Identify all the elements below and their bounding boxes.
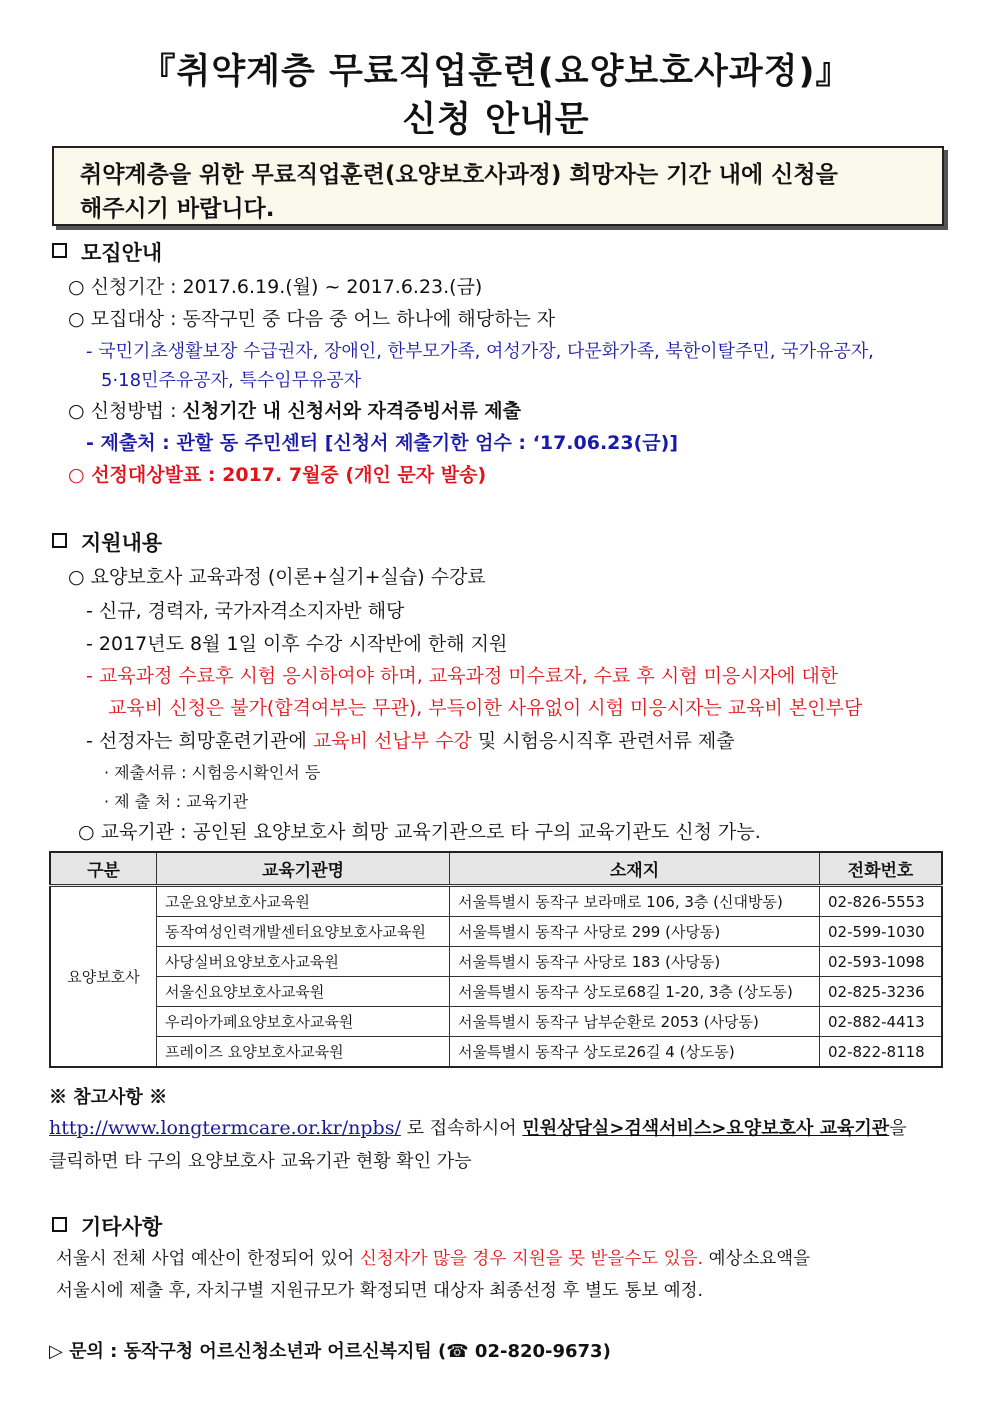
recruit-target: ○ 모집대상 : 동작구민 중 다음 중 어느 하나에 해당하는 자 xyxy=(68,308,556,330)
institution-name: 서울신요양보호사교육원 xyxy=(157,977,450,1007)
institution-name: 고운요양보호사교육원 xyxy=(157,886,450,917)
institution-address: 서울특별시 동작구 사당로 299 (사당동) xyxy=(450,917,820,947)
etc-heading: 기타사항 xyxy=(52,1211,162,1241)
institution-phone: 02-599-1030 xyxy=(820,917,943,947)
support-sub-4: - 선정자는 희망훈련기관에 교육비 선납부 수강 및 시험응시직후 관련서류 제출 xyxy=(86,730,735,752)
institution-name: 동작여성인력개발센터요양보호사교육원 xyxy=(157,917,450,947)
institution-address: 서울특별시 동작구 상도로68길 1-20, 3층 (상도동) xyxy=(450,977,820,1007)
table-header-row xyxy=(50,852,942,886)
table-row xyxy=(50,917,942,947)
page-title: 『취약계층 무료직업훈련(요양보호사과정)』 xyxy=(140,52,852,92)
support-sub-2: - 2017년도 8월 1일 이후 수강 시작반에 한해 지원 xyxy=(86,633,508,655)
recruit-method: ○ 신청방법 : 신청기간 내 신청서와 자격증빙서류 제출 xyxy=(68,400,521,422)
support-institution: ○ 교육기관 : 공인된 요양보호사 희망 교육기관으로 타 구의 교육기관도 신청 가능. xyxy=(78,821,761,843)
recruit-target-detail-2: 5·18민주유공자, 특수임무유공자 xyxy=(101,370,362,391)
table-row xyxy=(50,977,942,1007)
col-header-address: 소재지 xyxy=(450,852,820,886)
institution-phone: 02-882-4413 xyxy=(820,1007,943,1037)
institution-address: 서울특별시 동작구 사당로 183 (사당동) xyxy=(450,947,820,977)
recruit-target-detail-1: - 국민기초생활보장 수급권자, 장애인, 한부모가족, 여성가장, 다문화가족, 북한이탈주민, 국가유공자, xyxy=(86,341,874,362)
institution-address: 서울특별시 동작구 상도로26길 4 (상도동) xyxy=(450,1037,820,1068)
longtermcare-link[interactable]: http://www.longtermcare.or.kr/npbs/ xyxy=(49,1117,401,1139)
table-row xyxy=(50,1037,942,1068)
square-bullet-icon xyxy=(52,533,67,548)
recruit-heading: 모집안내 xyxy=(52,237,162,267)
reference-heading: ※ 참고사항 ※ xyxy=(49,1087,168,1108)
institution-address: 서울특별시 동작구 남부순환로 2053 (사당동) xyxy=(450,1007,820,1037)
institution-table xyxy=(49,851,943,1068)
reference-line-1: http://www.longtermcare.or.kr/npbs/ 로 접속하시어 민원상담실>검색서비스>요양보호사 교육기관을 xyxy=(49,1117,907,1139)
support-heading: 지원내용 xyxy=(52,527,162,557)
reference-line-2: 클릭하면 타 구의 요양보호사 교육기관 현황 확인 가능 xyxy=(49,1151,472,1172)
recruit-submit: - 제출처 : 관할 동 주민센터 [신청서 제출기한 엄수 : ‘17.06.23(금)] xyxy=(86,432,679,454)
table-row xyxy=(50,947,942,977)
table-row xyxy=(50,886,942,917)
institution-name: 사당실버요양보호사교육원 xyxy=(157,947,450,977)
table-row xyxy=(50,1007,942,1037)
category-cell: 요양보호사 xyxy=(50,886,157,1068)
support-item: ○ 요양보호사 교육과정 (이론+실기+실습) 수강료 xyxy=(68,566,486,588)
support-doc-1: · 제출서류 : 시험응시확인서 등 xyxy=(104,763,321,782)
institution-name: 우리아가페요양보호사교육원 xyxy=(157,1007,450,1037)
support-doc-2: · 제 출 처 : 교육기관 xyxy=(104,792,249,811)
notice-box xyxy=(52,146,944,226)
square-bullet-icon xyxy=(52,1217,67,1232)
col-header-category: 구분 xyxy=(50,852,157,886)
institution-phone: 02-593-1098 xyxy=(820,947,943,977)
etc-line-1: 서울시 전체 사업 예산이 한정되어 있어 신청자가 많을 경우 지원을 못 받을수도 있음. 예상소요액을 xyxy=(56,1249,811,1269)
support-sub-3a: - 교육과정 수료후 시험 응시하여야 하며, 교육과정 미수료자, 수료 후 시험 미응시자에 대한 xyxy=(86,665,839,687)
recruit-announce: ○ 선정대상발표 : 2017. 7월중 (개인 문자 발송) xyxy=(68,464,487,486)
col-header-phone: 전화번호 xyxy=(820,852,943,886)
institution-name: 프레이즈 요양보호사교육원 xyxy=(157,1037,450,1068)
support-sub-1: - 신규, 경력자, 국가자격소지자반 해당 xyxy=(86,600,405,622)
institution-phone: 02-825-3236 xyxy=(820,977,943,1007)
institution-address: 서울특별시 동작구 보라매로 106, 3층 (신대방동) xyxy=(450,886,820,917)
square-bullet-icon xyxy=(52,243,67,258)
recruit-period: ○ 신청기간 : 2017.6.19.(월) ~ 2017.6.23.(금) xyxy=(68,276,483,298)
col-header-name: 교육기관명 xyxy=(157,852,450,886)
institution-phone: 02-822-8118 xyxy=(820,1037,943,1068)
notice-line-1: 취약계층을 위한 무료직업훈련(요양보호사과정) 희망자는 기간 내에 신청을 xyxy=(80,162,838,188)
reference-path: 민원상담실>검색서비스>요양보호사 교육기관 xyxy=(522,1118,890,1139)
etc-line-2: 서울시에 제출 후, 자치구별 지원규모가 확정되면 대상자 최종선정 후 별도 통보 예정. xyxy=(56,1281,704,1301)
page-subtitle: 신청 안내문 xyxy=(402,100,590,140)
support-sub-3b: 교육비 신청은 불가(합격여부는 무관), 부득이한 사유없이 시험 미응시자는 교육비 본인부담 xyxy=(108,697,863,719)
contact-info: ▷ 문의 : 동작구청 어르신청소년과 어르신복지팀 (☎ 02-820-9673) xyxy=(49,1341,611,1362)
notice-line-2: 해주시기 바랍니다. xyxy=(80,196,275,222)
institution-phone: 02-826-5553 xyxy=(820,886,943,917)
